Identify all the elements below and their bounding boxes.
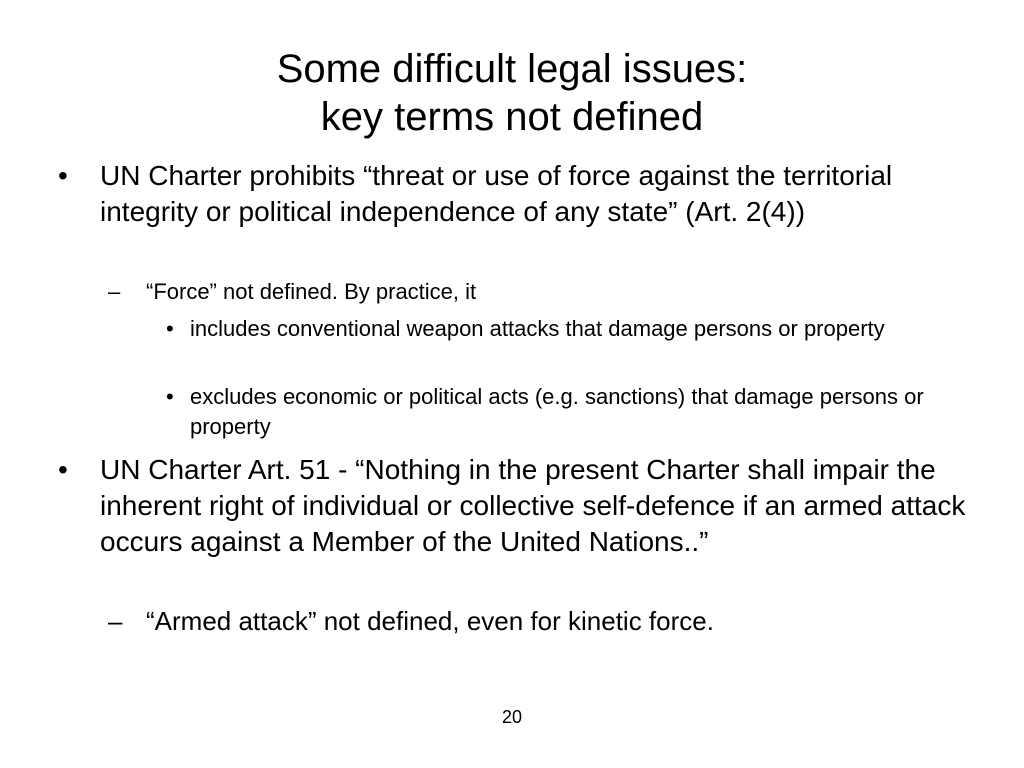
- bullet-marker: •: [58, 160, 68, 191]
- sub-sub-bullet-text: excludes economic or political acts (e.g. sanctions) that damage persons or property: [190, 384, 924, 439]
- sub-sub-bullet-text: includes conventional weapon attacks that damage persons or property: [190, 316, 885, 341]
- bullet-marker: •: [166, 316, 174, 341]
- dash-marker: –: [108, 606, 123, 636]
- slide-title-line-1: Some difficult legal issues:: [276, 47, 748, 91]
- sub-bullet-force-not-defined: [108, 278, 968, 306]
- sub-bullet-text: “Armed attack” not defined, even for kinetic force.: [146, 606, 714, 636]
- sub-sub-bullet-excludes: [166, 382, 966, 442]
- bullet-text: UN Charter Art. 51 - “Nothing in the present Charter shall impair the inherent right of individual or collective self-defence if an armed attack occurs against a Member of the United Nations..”: [100, 454, 966, 557]
- slide-title-line-2: key terms not defined: [320, 95, 704, 139]
- bullet-un-charter-art-2-4: [58, 158, 978, 230]
- sub-bullet-armed-attack-not-defined: [108, 604, 968, 638]
- bullet-un-charter-art-51: [58, 452, 978, 560]
- sub-bullet-text: “Force” not defined. By practice, it: [146, 279, 477, 304]
- sub-sub-bullet-includes: [166, 314, 966, 344]
- bullet-text: UN Charter prohibits “threat or use of force against the territorial integrity or political independence of any state” (Art. 2(4)): [100, 160, 893, 227]
- bullet-marker: •: [58, 454, 68, 485]
- bullet-marker: •: [166, 384, 174, 409]
- slide-title: [0, 45, 1024, 141]
- dash-marker: –: [108, 279, 121, 304]
- page-number: 20: [501, 707, 523, 727]
